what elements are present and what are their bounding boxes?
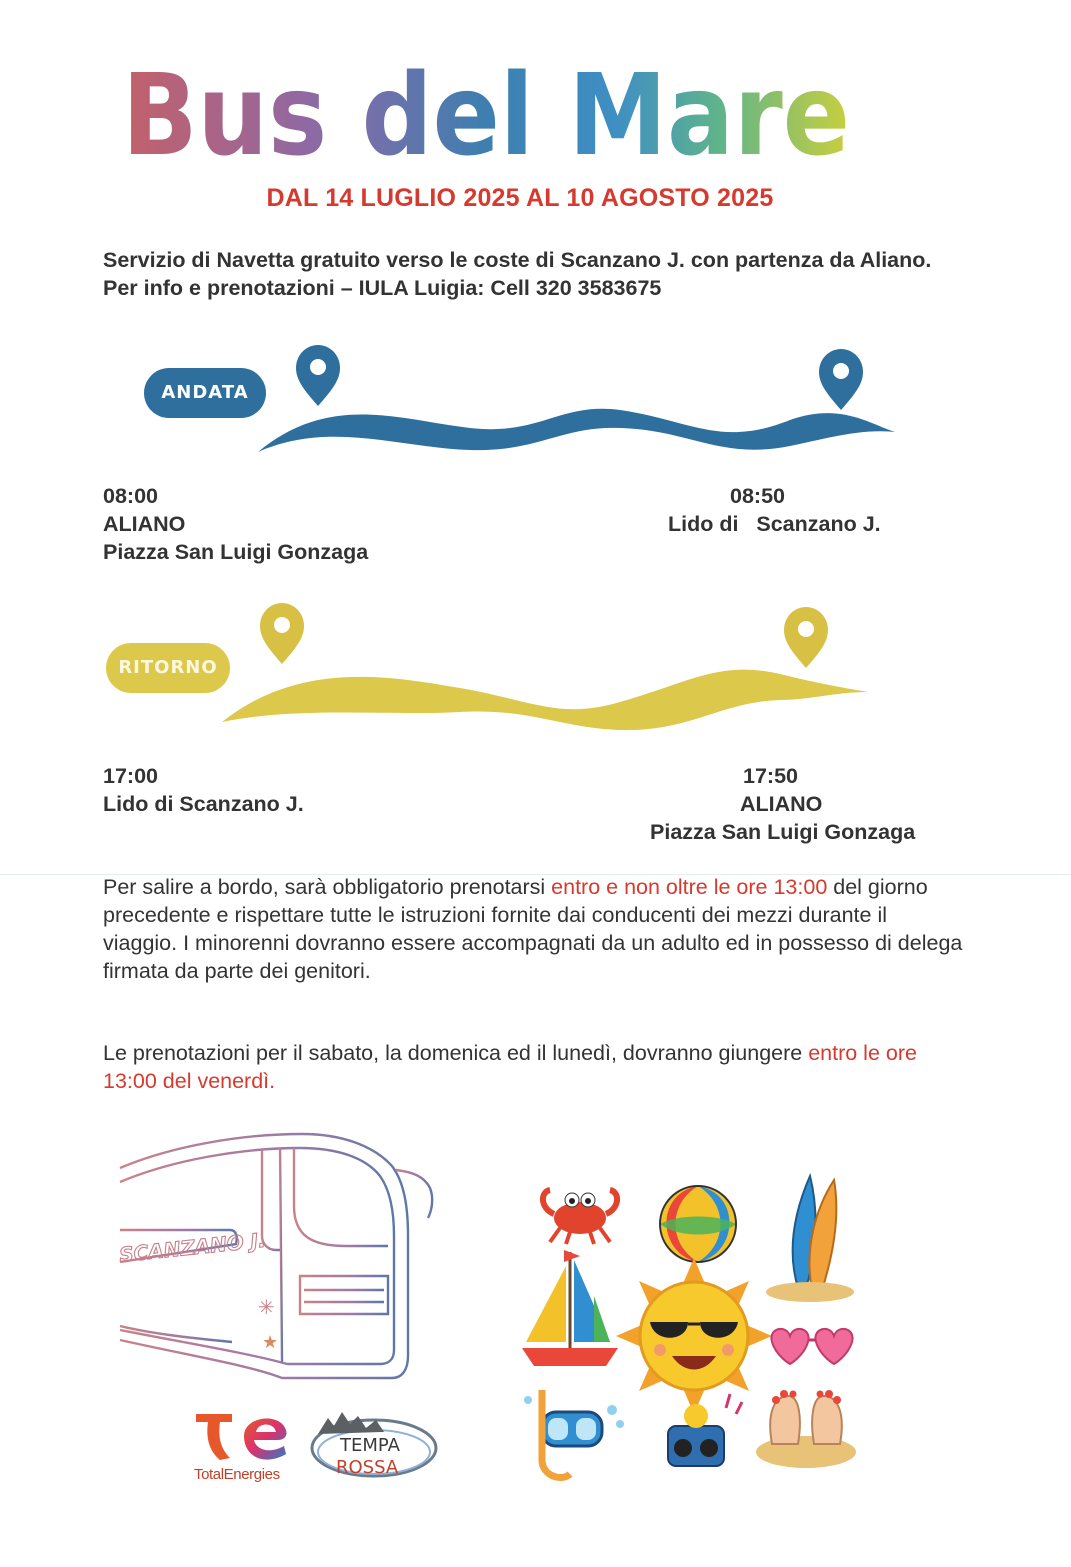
andata-departure-address: Piazza San Luigi Gonzaga: [103, 540, 369, 564]
booking-rules: [103, 873, 963, 985]
weekend-note-text: Le prenotazioni per il sabato, la domenica ed il lunedì, dovranno giungere: [103, 1041, 809, 1065]
ritorno-arrival-time: 17:50: [743, 764, 798, 788]
andata-start-pin-icon: [296, 345, 340, 406]
boombox-icon: [668, 1394, 742, 1466]
intro-text: Servizio di Navetta gratuito verso le coste di Scanzano J. con partenza da Aliano. Per info e prenotazioni – IULA Luigia: Cell 320 3583675: [103, 248, 932, 300]
totalenergies-logo-icon: [192, 1402, 296, 1464]
weekend-booking-note: [103, 1039, 963, 1095]
star-icon: ★: [262, 1332, 279, 1352]
booking-rules-text-a: Per salire a bordo, sarà obbligatorio prenotarsi: [103, 875, 552, 899]
crab-icon: ✳: [258, 1297, 275, 1319]
summer-collage: [524, 1168, 860, 1494]
andata-end-pin-icon: [819, 349, 863, 410]
page-title: [118, 51, 858, 181]
ritorno-arrival-place: ALIANO: [740, 792, 823, 816]
sailboat-icon: [522, 1250, 618, 1366]
tempa-rossa-line2: ROSSA: [336, 1457, 399, 1478]
booking-rules-text-b: del giorno precedente e rispettare tutte le istruzioni fornite dai conducenti dei mezzi durante il viaggio. I minorenni dovranno essere accompagnati da un adulto ed in possesso di delega firmata da parte dei genitori.: [103, 875, 963, 983]
crab-icon: [543, 1190, 617, 1244]
andata-departure-place: ALIANO: [103, 512, 186, 536]
heart-sunglasses-icon: [771, 1329, 852, 1364]
weekend-deadline-highlight: entro le ore 13:00 del venerdì.: [103, 1041, 917, 1093]
andata-arrival-place: Lido di Scanzano J.: [668, 512, 881, 536]
ritorno-end-pin-icon: [784, 607, 828, 668]
snorkel-mask-icon: [524, 1390, 624, 1478]
bus-illustration: [112, 1126, 442, 1386]
andata-departure: [103, 482, 368, 566]
ritorno-route-wave: [222, 670, 868, 731]
ritorno-arrival-address: Piazza San Luigi Gonzaga: [650, 820, 916, 844]
tempa-rossa-line1: TEMPA: [340, 1435, 400, 1456]
booking-deadline-highlight: entro e non oltre le ore 13:00: [551, 875, 828, 899]
ritorno-start-pin-icon: [260, 603, 304, 664]
tempa-rossa-text: [306, 1424, 442, 1484]
andata-route-wave: [258, 409, 895, 452]
feet-in-sand-icon: [756, 1390, 856, 1468]
date-range: DAL 14 LUGLIO 2025 AL 10 AGOSTO 2025: [266, 184, 774, 212]
andata-departure-time: 08:00: [103, 484, 158, 508]
beach-ball-icon: [660, 1186, 736, 1262]
surfboards-icon: [766, 1176, 854, 1302]
ritorno-departure: [103, 762, 304, 818]
bus-sign: SCANZANO J.: [118, 1227, 267, 1267]
sun-with-sunglasses-icon: [616, 1258, 772, 1414]
ritorno-badge: RITORNO: [106, 643, 230, 693]
ritorno-departure-place: Lido di Scanzano J.: [103, 792, 304, 816]
ritorno-departure-time: 17:00: [103, 764, 158, 788]
andata-arrival-time: 08:50: [730, 484, 785, 508]
totalenergies-label: TotalEnergies: [194, 1466, 280, 1483]
andata-badge: ANDATA: [144, 368, 266, 418]
page-title-text: Bus del Mare: [122, 51, 850, 181]
